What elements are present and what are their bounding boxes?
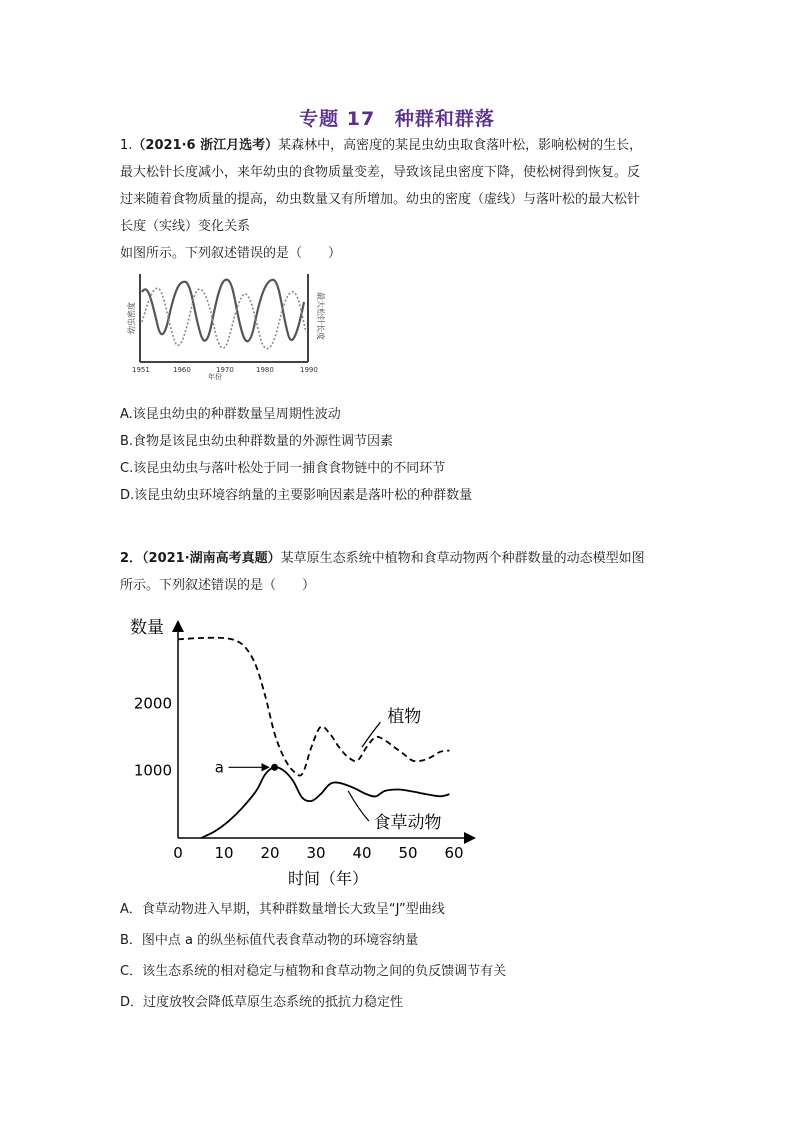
- y-axis-title: 数量: [130, 618, 164, 638]
- q1-left-axis-label: 幼虫密度: [127, 302, 136, 334]
- q2-option-a: A．食草动物进入早期，其种群数量增长大致呈“J”型曲线: [120, 902, 445, 917]
- plant-series-label: 植物: [387, 706, 422, 727]
- x-tick-label: 0: [173, 844, 183, 862]
- q2-source: （2021·湖南高考真题）: [142, 551, 281, 566]
- point-a-label: a: [214, 758, 225, 777]
- q1-x-label: 年份: [208, 373, 222, 381]
- q1-stem-line1: 某森林中，高密度的某昆虫幼虫取食落叶松，影响松树的生长，: [278, 138, 643, 153]
- page-title: [0, 104, 794, 131]
- q1-option-c: C.该昆虫幼虫与落叶松处于同一捕食食物链中的不同环节: [120, 461, 446, 476]
- q2-chart: [120, 610, 490, 890]
- q1-option-b: B.食物是该昆虫幼虫种群数量的外源性调节因素: [120, 434, 394, 449]
- plant-label-leader: [362, 722, 380, 747]
- x-tick-label: 40: [352, 844, 372, 862]
- title-topic: 专题 17: [299, 108, 376, 130]
- title-name: 种群和群落: [394, 108, 495, 130]
- q1-source: （2021·6 浙江月选考）: [132, 138, 279, 153]
- q1-number: 1.: [120, 138, 133, 153]
- q2-stem-line1: 某草原生态系统中植物和食草动物两个种群数量的动态模型如图: [280, 551, 645, 566]
- x-tick-label: 20: [260, 844, 280, 862]
- x-axis-title: 时间（年）: [288, 869, 369, 888]
- y-tick-label: 1000: [133, 761, 172, 780]
- q1-x-tick: 1970: [216, 366, 234, 374]
- q1-stem-line3: 过来随着食物质量的提高，幼虫数量又有所增加。幼虫的密度（虚线）与落叶松的最大松针: [120, 192, 641, 207]
- q1-stem-line2: 最大松针长度减小，来年幼虫的食物质量变差，导致该昆虫密度下降，使松树得到恢复。反: [120, 165, 641, 180]
- y-tick-label: 2000: [133, 694, 172, 713]
- q2-stem: [120, 545, 680, 599]
- q1-x-tick: 1990: [300, 366, 318, 374]
- q1-x-tick: 1980: [256, 366, 274, 374]
- q1-right-axis-label: 最大松针长度: [316, 292, 325, 340]
- q2-option-d: D．过度放牧会降低草原生态系统的抵抗力稳定性: [120, 995, 404, 1010]
- q1-stem-line5: 如图所示。下列叙述错误的是（ ）: [120, 246, 342, 261]
- q1-stem-line4: 长度（实线）变化关系: [120, 219, 251, 234]
- x-tick-label: 50: [398, 844, 418, 862]
- q1-option-a: A.该昆虫幼虫的种群数量呈周期性波动: [120, 407, 341, 422]
- point-a-marker: [271, 764, 278, 771]
- q1-x-tick: 1951: [132, 366, 150, 374]
- x-tick-label: 10: [214, 844, 234, 862]
- herbivore-label-leader: [348, 791, 369, 821]
- x-tick-label: 30: [306, 844, 326, 862]
- q1-x-tick: 1960: [173, 366, 191, 374]
- q2-number: 2．: [120, 551, 143, 566]
- q2-option-c: C．该生态系统的相对稳定与植物和食草动物之间的负反馈调节有关: [120, 964, 507, 979]
- q1-figure: [128, 272, 323, 380]
- q1-stem: [120, 132, 680, 267]
- herbivore-series-label: 食草动物: [373, 813, 442, 834]
- q2-stem-line2: 所示。下列叙述错误的是（ ）: [120, 578, 316, 593]
- q1-option-d: D.该昆虫幼虫环境容纳量的主要影响因素是落叶松的种群数量: [120, 488, 473, 503]
- q2-option-b: B．图中点 a 的纵坐标值代表食草动物的环境容纳量: [120, 933, 419, 948]
- x-tick-label: 60: [444, 844, 464, 862]
